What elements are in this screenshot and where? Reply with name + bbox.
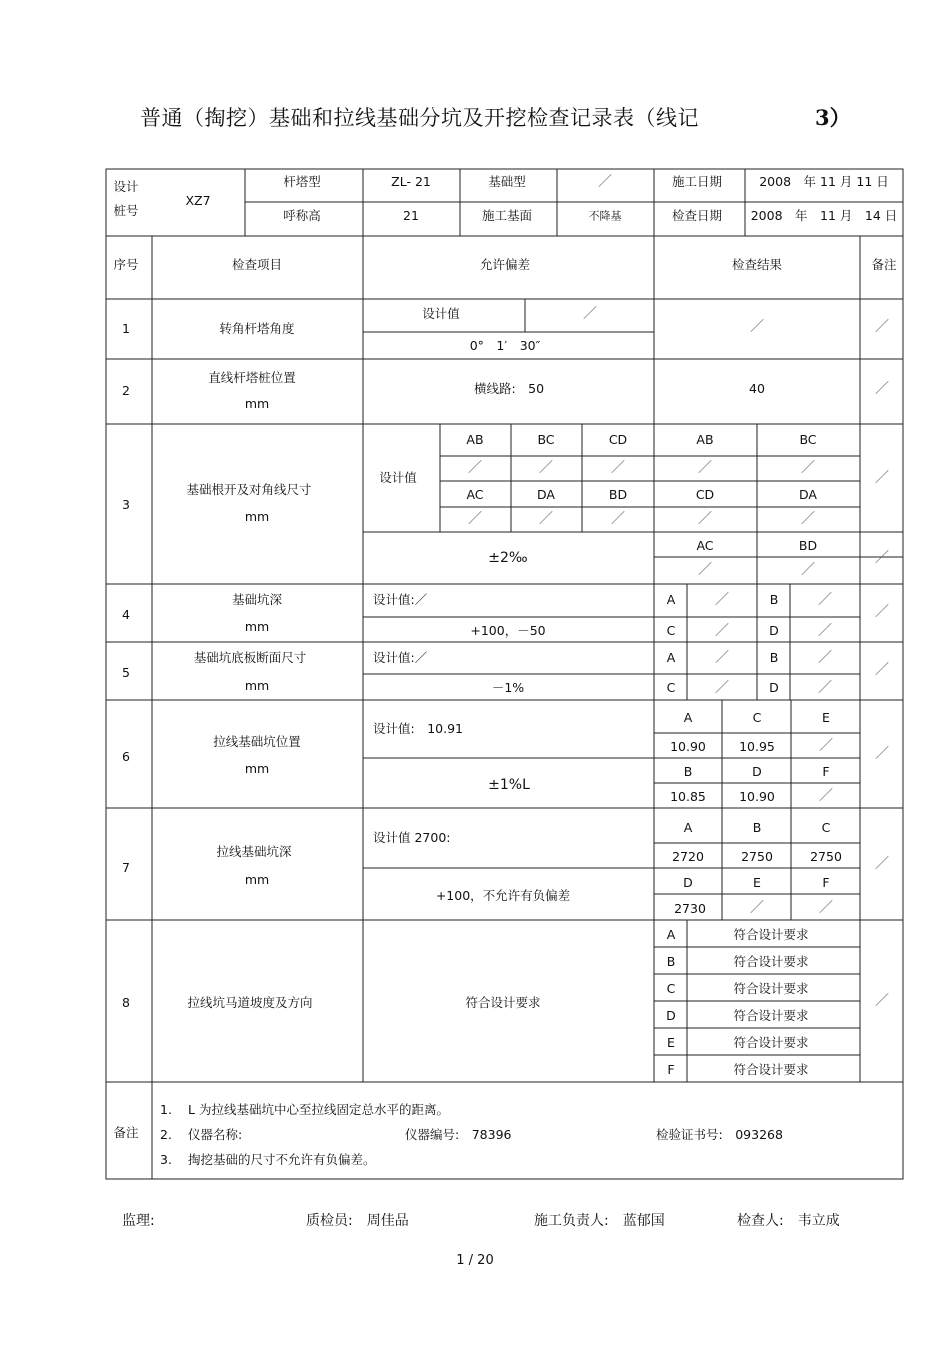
row7-label: B — [752, 819, 762, 835]
row6-value: 10.85 — [670, 788, 706, 804]
row1-item: 转角杆塔角度 — [219, 320, 295, 336]
row8-tolerance: 符合设计要求 — [465, 994, 541, 1010]
row5-unit: mm — [244, 677, 270, 693]
row6-value: ／ — [819, 738, 833, 754]
row7-label: F — [822, 874, 830, 890]
design-pile-label: 设计 — [113, 178, 139, 194]
row7-label: D — [683, 874, 693, 890]
page-number: 1 / 20 — [456, 1253, 494, 1268]
row2-result: 40 — [749, 380, 765, 396]
row5-value: ／ — [715, 650, 729, 666]
row4-value: ／ — [715, 623, 729, 639]
row5-item: 基础坑底板断面尺寸 — [193, 649, 307, 665]
row7-value: 2750 — [741, 848, 773, 864]
row1-tolerance: 0° 1′ 30″ — [469, 337, 541, 353]
row6-item: 拉线基础坑位置 — [213, 733, 301, 749]
row1-no: 1 — [122, 320, 130, 336]
row7-label: A — [683, 819, 693, 835]
row4-item: 基础坑深 — [231, 591, 283, 607]
row3-no: 3 — [122, 496, 130, 512]
row3-label: DA — [799, 486, 817, 502]
row8-result: 符合设计要求 — [733, 980, 809, 996]
row4-value: ／ — [715, 592, 729, 608]
row8-label: E — [667, 1034, 675, 1050]
row3-label: BC — [537, 431, 555, 447]
row3-label: AC — [696, 537, 714, 553]
row6-no: 6 — [122, 748, 130, 764]
row2-item: 直线杆塔桩位置 — [208, 369, 296, 385]
row6-label: F — [822, 763, 830, 779]
row8-remark: ／ — [875, 993, 889, 1009]
row5-value: ／ — [818, 650, 832, 666]
supervisor-signature: 监理: — [122, 1213, 155, 1229]
note-2-instrument-number: 仪器编号: 78396 — [405, 1126, 512, 1142]
row3-item: 基础根开及对角线尺寸 — [186, 481, 312, 497]
note-3-number: 3. — [160, 1151, 172, 1167]
row5-label: D — [769, 679, 779, 695]
row2-unit: mm — [244, 395, 270, 411]
document-title-number: 3） — [815, 105, 851, 130]
row8-label: F — [667, 1061, 675, 1077]
row2-no: 2 — [122, 382, 130, 398]
row3-tolerance: ±2‰ — [488, 550, 528, 566]
construction-base-label: 施工基面 — [481, 207, 533, 223]
construction-lead-signature: 施工负责人: 蓝郁国 — [534, 1213, 665, 1229]
row6-value: 10.90 — [670, 738, 706, 754]
row7-remark: ／ — [875, 856, 889, 872]
row8-label: A — [666, 926, 676, 942]
row2-remark: ／ — [875, 381, 889, 397]
row8-result: 符合设计要求 — [733, 1061, 809, 1077]
row8-result: 符合设计要求 — [733, 953, 809, 969]
row3-label: AB — [696, 431, 714, 447]
row3-remark: ／ — [875, 470, 889, 486]
row3-label: CD — [695, 486, 715, 502]
design-pile-label-2: 桩号 — [113, 202, 139, 218]
row7-design-label: 设计值 2700: — [373, 829, 451, 845]
row4-value: ／ — [818, 592, 832, 608]
row5-value: ／ — [818, 680, 832, 696]
row8-result: 符合设计要求 — [733, 1034, 809, 1050]
notes-label: 备注 — [113, 1124, 139, 1140]
row6-design-label: 设计值: 10.91 — [373, 720, 463, 736]
row3-unit: mm — [244, 508, 270, 524]
foundation-type-label: 基础型 — [488, 173, 526, 189]
row7-value: 2750 — [810, 848, 842, 864]
inspection-date-label: 检查日期 — [671, 207, 723, 223]
row5-no: 5 — [122, 664, 130, 680]
row8-no: 8 — [122, 994, 130, 1010]
row6-value: 10.90 — [739, 788, 775, 804]
row5-value: ／ — [715, 680, 729, 696]
row3-value: ／ — [611, 511, 625, 527]
row5-label: A — [666, 649, 676, 665]
construction-date-label: 施工日期 — [671, 173, 723, 189]
row6-label: C — [752, 709, 762, 725]
row8-result: 符合设计要求 — [733, 926, 809, 942]
row4-label: A — [666, 591, 676, 607]
nominal-height-value: 21 — [403, 207, 419, 223]
inspector-signature: 检查人: 韦立成 — [737, 1213, 840, 1229]
nominal-height-label: 呼称高 — [283, 207, 321, 223]
row3-value: ／ — [698, 511, 712, 527]
row3-label: BD — [798, 537, 818, 553]
row6-value: 10.95 — [739, 738, 775, 754]
note-1-number: 1. — [160, 1101, 172, 1117]
row3-value: ／ — [801, 511, 815, 527]
note-2-instrument-name: 仪器名称: — [188, 1126, 243, 1142]
row3-value: ／ — [801, 562, 815, 578]
row6-value: ／ — [819, 788, 833, 804]
row6-label: D — [752, 763, 762, 779]
row6-unit: mm — [244, 760, 270, 776]
row1-design-value: ／ — [583, 306, 597, 322]
row3-value: ／ — [801, 460, 815, 476]
row2-tolerance: 横线路: 50 — [473, 380, 545, 396]
row1-result: ／ — [750, 319, 764, 335]
row8-label: D — [666, 1007, 676, 1023]
column-seq: 序号 — [113, 256, 139, 272]
row5-remark: ／ — [875, 662, 889, 678]
row4-no: 4 — [122, 606, 130, 622]
row7-value: ／ — [819, 900, 833, 916]
row3-label: BC — [799, 431, 817, 447]
row7-tolerance: +100，不允许有负偏差 — [435, 887, 571, 903]
note-3: 掏挖基础的尺寸不允许有负偏差。 — [188, 1151, 376, 1167]
row8-label: C — [666, 980, 676, 996]
row7-no: 7 — [122, 859, 130, 875]
row3-value: ／ — [539, 511, 553, 527]
row3-value: ／ — [539, 460, 553, 476]
row3-value: ／ — [698, 460, 712, 476]
row7-item: 拉线基础坑深 — [216, 843, 292, 859]
construction-date-value: 2008 年 11 月 11 日 — [759, 173, 889, 189]
inspection-date-value: 2008 年 11 月 14 日 — [750, 207, 898, 223]
row4-design-label: 设计值:／ — [373, 591, 428, 607]
quality-inspector-signature: 质检员: 周佳品 — [306, 1213, 409, 1229]
row4-unit: mm — [244, 618, 270, 634]
row3-remark-2: ／ — [875, 550, 889, 566]
note-1: L 为拉线基础坑中心至拉线固定总水平的距离。 — [188, 1101, 449, 1117]
row7-value: ／ — [750, 900, 764, 916]
row6-label: E — [822, 709, 830, 725]
note-2-number: 2. — [160, 1126, 172, 1142]
column-tolerance: 允许偏差 — [479, 256, 531, 272]
row4-tolerance: +100，－50 — [470, 622, 546, 638]
row1-design-label: 设计值 — [422, 305, 460, 321]
row7-label: E — [753, 874, 761, 890]
row6-tolerance: ±1%L — [488, 777, 530, 793]
row6-label: B — [683, 763, 693, 779]
row3-label: AC — [466, 486, 484, 502]
row5-label: B — [769, 649, 779, 665]
row3-value: ／ — [468, 460, 482, 476]
row7-value: 2730 — [674, 900, 706, 916]
row6-label: A — [683, 709, 693, 725]
column-remark: 备注 — [871, 256, 897, 272]
row4-label: C — [666, 622, 676, 638]
foundation-type-value: ／ — [598, 174, 612, 190]
row5-label: C — [666, 679, 676, 695]
row3-value: ／ — [698, 562, 712, 578]
row7-value: 2720 — [672, 848, 704, 864]
row7-label: C — [821, 819, 831, 835]
row7-unit: mm — [244, 871, 270, 887]
row3-label: DA — [537, 486, 555, 502]
row4-value: ／ — [818, 623, 832, 639]
row5-tolerance: －1% — [491, 679, 525, 695]
row4-remark: ／ — [875, 604, 889, 620]
pile-number: XZ7 — [185, 192, 211, 208]
row5-design-label: 设计值:／ — [373, 649, 428, 665]
document-title: 普通（掏挖）基础和拉线基础分坑及开挖检查记录表（线记 — [140, 106, 699, 130]
row3-label: CD — [608, 431, 628, 447]
column-item: 检查项目 — [231, 256, 283, 272]
row4-label: B — [769, 591, 779, 607]
row1-remark: ／ — [875, 319, 889, 335]
tower-type-label: 杆塔型 — [283, 173, 321, 189]
row3-design-label: 设计值 — [379, 469, 417, 485]
row3-label: BD — [608, 486, 628, 502]
tower-type-value: ZL- 21 — [391, 173, 431, 189]
row8-label: B — [666, 953, 676, 969]
row6-remark: ／ — [875, 746, 889, 762]
construction-base-value: 不降基 — [588, 209, 622, 223]
column-result: 检查结果 — [731, 256, 783, 272]
row8-item: 拉线坑马道坡度及方向 — [187, 994, 313, 1010]
row3-value: ／ — [468, 511, 482, 527]
row8-result: 符合设计要求 — [733, 1007, 809, 1023]
row4-label: D — [769, 622, 779, 638]
note-2-certificate-number: 检验证书号: 093268 — [656, 1126, 783, 1142]
row3-label: AB — [466, 431, 484, 447]
row3-value: ／ — [611, 460, 625, 476]
